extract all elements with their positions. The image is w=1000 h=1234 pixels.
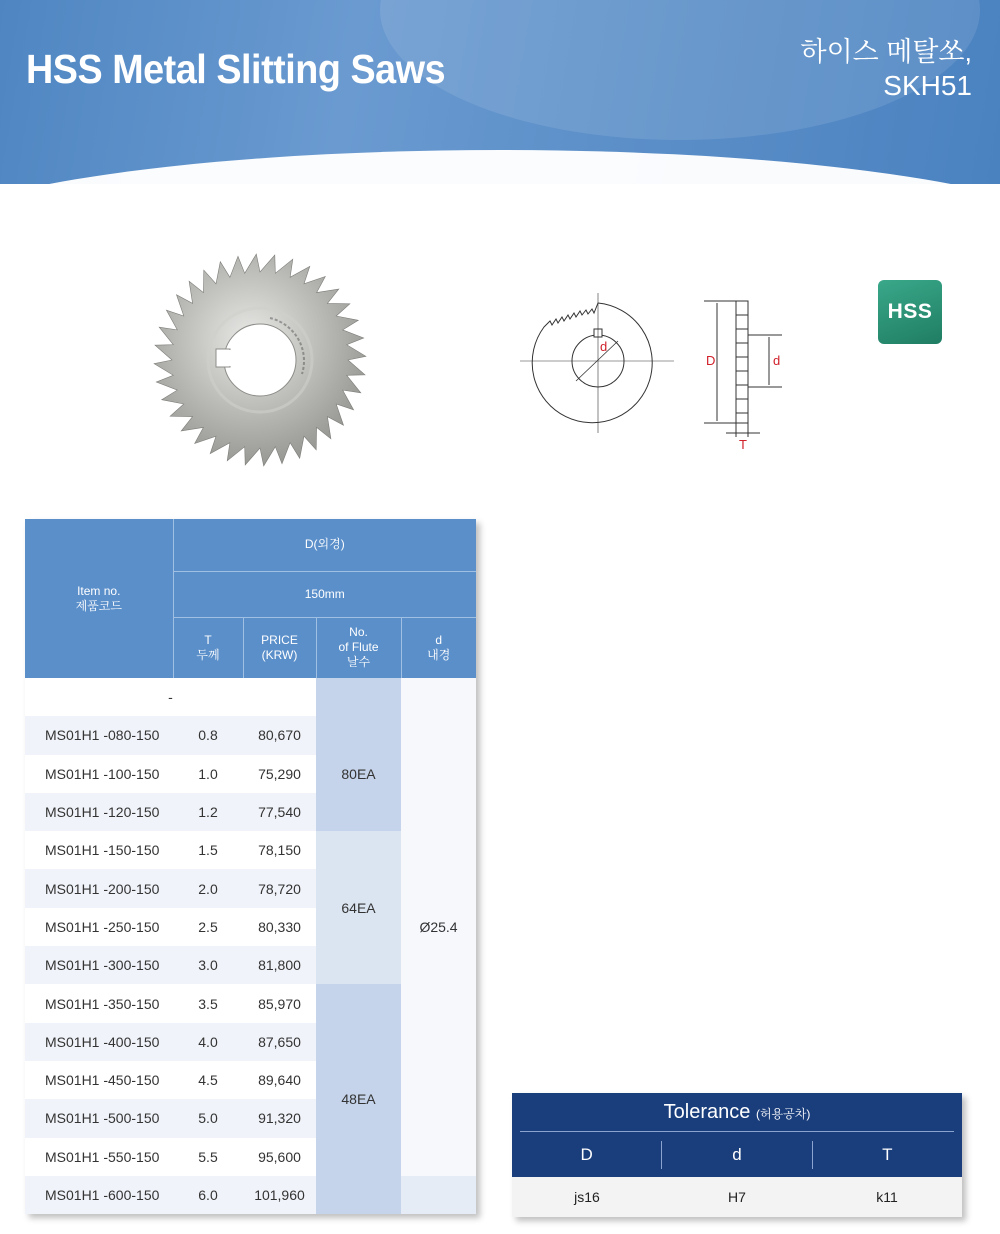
item-code: MS01H1 -450-150 [25,1061,173,1099]
thickness: 1.0 [173,755,243,793]
bore-last-cell [401,1176,476,1214]
side-view [704,301,782,437]
item-code: MS01H1 -150-150 [25,831,173,869]
item-no-header: Item no. 제품코드 [25,519,173,678]
thickness: 3.0 [173,946,243,984]
tolerance-header [512,1093,962,1177]
table-row [25,1176,476,1214]
item-code: MS01H1 -350-150 [25,984,173,1022]
tolerance-value-T: k11 [876,1189,898,1205]
item-code: MS01H1 -100-150 [25,755,173,793]
tolerance-value-D: js16 [574,1189,600,1205]
thickness: 5.5 [173,1138,243,1176]
price-header: PRICE (KRW) [243,617,316,678]
item-code: MS01H1 -400-150 [25,1023,173,1061]
item-code: MS01H1 -080-150 [25,716,173,754]
thickness: 2.5 [173,908,243,946]
spec-table [25,519,476,1214]
bore-header: d 내경 [401,617,476,678]
tolerance-table [512,1093,962,1217]
flute-count: 48EA [316,984,401,1214]
price: 80,670 [243,716,316,754]
thickness: 5.0 [173,1099,243,1137]
flute-count: 64EA [316,831,401,984]
price: 78,720 [243,869,316,907]
item-code: MS01H1 -120-150 [25,793,173,831]
price: 95,600 [243,1138,316,1176]
label-d-side: d [773,353,781,368]
thickness: 0.8 [173,716,243,754]
front-view [520,293,674,433]
saw-blade-photo [150,250,370,470]
price: 85,970 [243,984,316,1022]
thickness: 1.5 [173,831,243,869]
page-title: HSS Metal Slitting Saws [26,46,446,92]
label-D-side: D [706,353,716,368]
tolerance-value-d: H7 [728,1189,746,1205]
diameter-group-header: D(외경) [173,519,476,571]
size-header: 150mm [173,571,476,617]
price: 75,290 [243,755,316,793]
hss-badge: HSS [878,280,942,344]
price: 87,650 [243,1023,316,1061]
item-code: MS01H1 -250-150 [25,908,173,946]
item-code: MS01H1 -500-150 [25,1099,173,1137]
subtitle-grade: SKH51 [883,70,972,101]
tolerance-header-D: D [580,1145,593,1164]
item-code: MS01H1 -300-150 [25,946,173,984]
flute-blank-cell [316,678,401,716]
flute-count: 80EA [316,716,401,831]
label-d-front: d [600,339,608,354]
thickness: 6.0 [173,1176,243,1214]
label-T-side: T [739,437,747,452]
price: 101,960 [243,1176,316,1214]
tolerance-header-d: d [661,1141,811,1169]
tolerance-title: Tolerance (허용공차) [663,1101,811,1123]
item-code: MS01H1 -600-150 [25,1176,173,1214]
thickness: 4.5 [173,1061,243,1099]
price: 81,800 [243,946,316,984]
blank-row-cell: - [25,678,316,716]
flute-header: No. of Flute 날수 [316,617,401,678]
tolerance-header-T: T [812,1141,962,1169]
thickness: 4.0 [173,1023,243,1061]
thickness: 1.2 [173,793,243,831]
thickness: 3.5 [173,984,243,1022]
price: 89,640 [243,1061,316,1099]
thickness: 2.0 [173,869,243,907]
price: 78,150 [243,831,316,869]
header-banner [0,0,1000,184]
banner-swoosh [0,150,1000,184]
item-code: MS01H1 -550-150 [25,1138,173,1176]
price: 91,320 [243,1099,316,1137]
technical-drawing [510,285,800,455]
item-code: MS01H1 -200-150 [25,869,173,907]
bore-cell: Ø25.4 [401,678,476,1176]
tolerance-divider [520,1131,954,1132]
price: 77,540 [243,793,316,831]
subtitle-korean: 하이스 메탈쏘, [800,37,972,67]
thickness-header: T 두께 [173,617,243,678]
price: 80,330 [243,908,316,946]
